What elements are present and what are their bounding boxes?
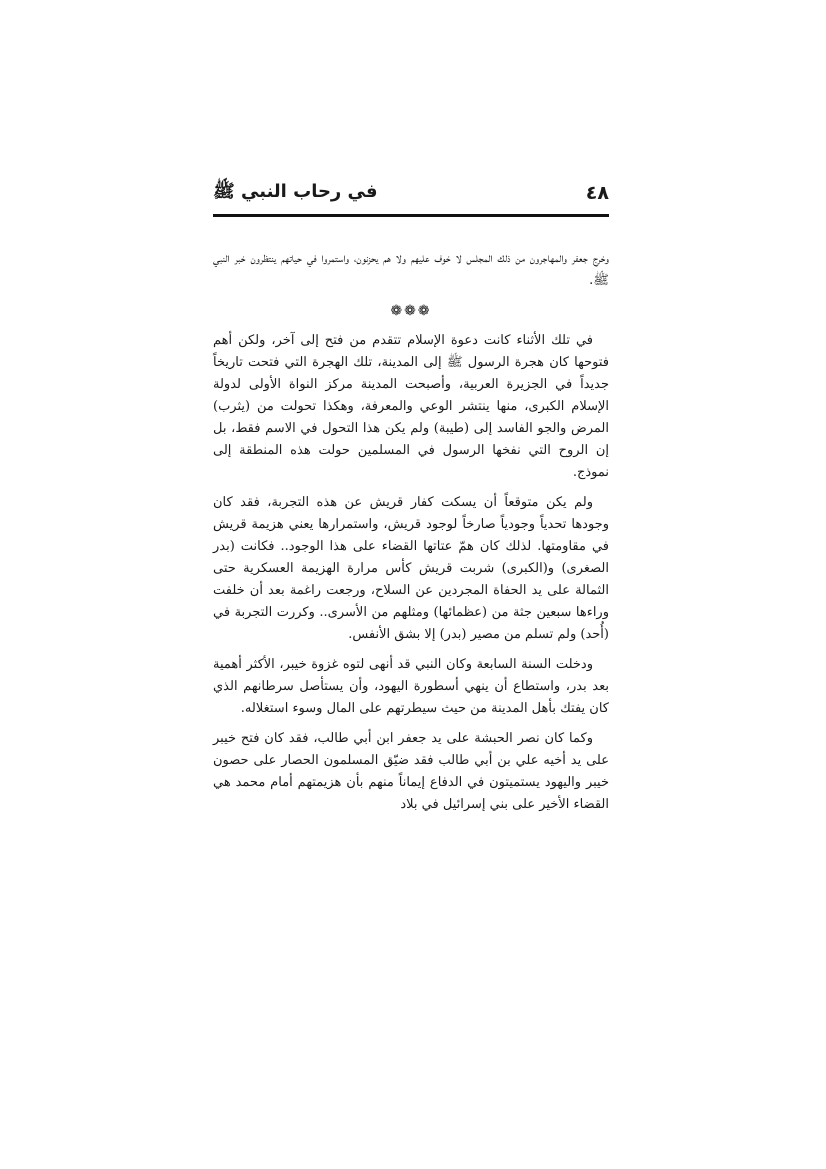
paragraph: ولم يكن متوقعاً أن يسكت كفار قريش عن هذه التجربة، فقد كان وجودها تحدياً وجودياً صارخاً لوجود قريش، واستمرارها يعني هزيمة قريش في مقاومتها. لذلك كان همّ عتاتها القضاء على هذا الوجود.. فكانت (بدر الصغرى) و(الكبرى) شربت قريش كأس مرارة الهزيمة العسكرية حتى الثمالة على يد الحفاة المجردين عن السلاح، ورجعت راغمة بعد أن خلفت وراءها سبعين جثة من (عظمائها) ومثلهم من الأسرى.. وكررت التجربة في (أُحد) ولم تسلم من مصير (بدر) إلا بشق الأنفس. bbox=[213, 495, 609, 642]
paragraph: ودخلت السنة السابعة وكان النبي قد أنهى لتوه غزوة خيبر، الأكثر أهمية بعد بدر، واستطاع أن ينهي أسطورة اليهود، وأن يستأصل سرطانهم الذي كان يفتك بأهل المدينة من حيث سيطرتهم على المال وسوء استغلاله. bbox=[213, 657, 609, 716]
paragraph: في تلك الأثناء كانت دعوة الإسلام تتقدم من فتح إلى آخر، ولكن أهم فتوحها كان هجرة الرسول ﷺ إلى المدينة، تلك الهجرة التي فتحت تاريخاً جديداً في الجزيرة العربية، وأصبحت المدينة مركز النواة الأولى لدولة الإسلام الكبرى، منها ينتشر الوعي والمعرفة، وهكذا تحولت من (يثرب) المرض والجو الفاسد إلى (طيبة) ولم يكن هذا التحول في الاسم فقط، بل إن الروح التي نفخها الرسول في المسلمين حولت هذه المنطقة إلى نموذج. bbox=[213, 333, 609, 480]
header-rule bbox=[213, 214, 609, 217]
paragraph: وخرج جعفر والمهاجرون من ذلك المجلس لا خوف عليهم ولا هم يحزنون، واستمروا في حياتهم ينتظرون خبر النبي ﷺ. bbox=[213, 251, 609, 288]
body-text bbox=[213, 248, 609, 824]
paragraph: وكما كان نصر الحبشة على يد جعفر ابن أبي طالب، فقد كان فتح خيبر على يد أخيه علي بن أبي طالب فقد ضيّق المسلمون الحصار على حصون خيبر واليهود يستميتون في الدفاع إيماناً منهم بأن هزيمتهم أمام محمد هي القضاء الأخير على بني إسرائيل في بلاد bbox=[213, 731, 609, 812]
section-separator: ❁❁❁ bbox=[390, 303, 432, 319]
running-head: في رحاب النبي ﷺ bbox=[213, 181, 378, 202]
page-header bbox=[213, 178, 609, 214]
page-number: ٤٨ bbox=[585, 182, 609, 204]
